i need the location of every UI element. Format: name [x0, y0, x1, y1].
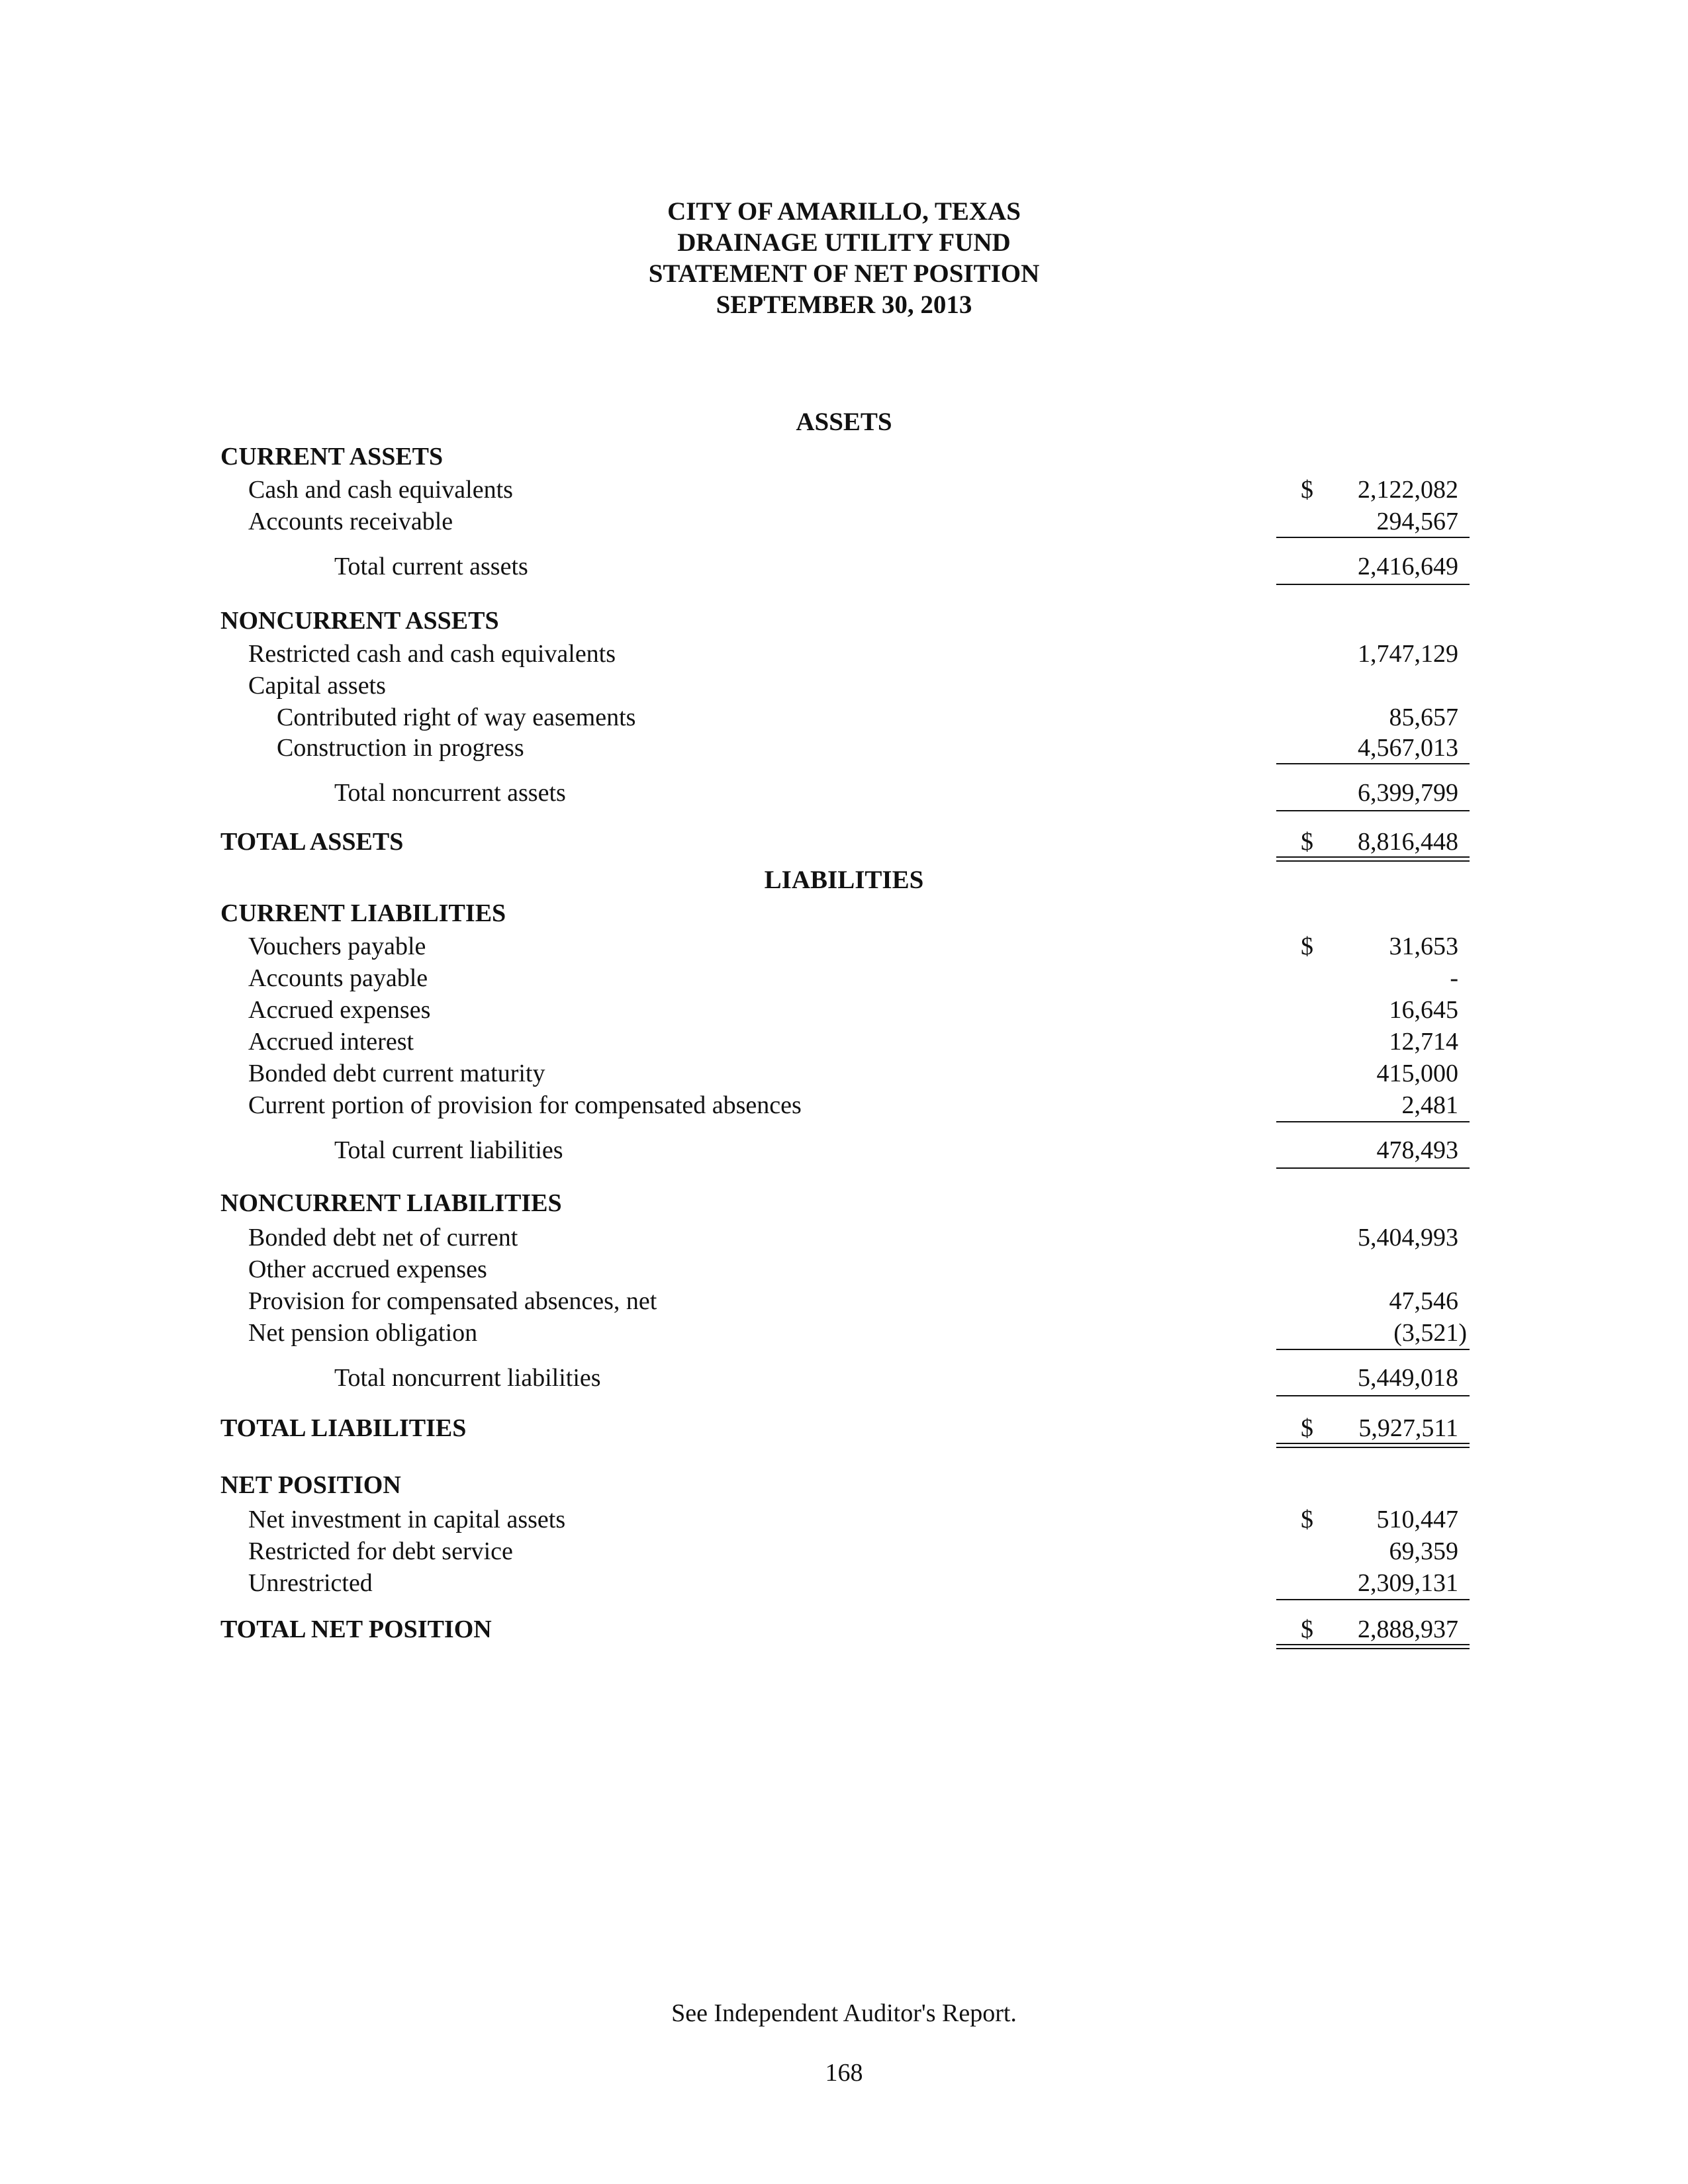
easements-value: 85,657	[1389, 704, 1458, 731]
comp-absences-net-label: Provision for compensated absences, net	[248, 1287, 657, 1315]
comp-absences-current-row	[220, 1089, 1470, 1121]
double-underline	[1276, 1644, 1470, 1649]
current-liabilities-heading: CURRENT LIABILITIES	[220, 899, 506, 927]
other-accrued-label: Other accrued expenses	[248, 1255, 487, 1283]
cash-currency: $	[1301, 476, 1313, 504]
receivable-row	[220, 506, 1470, 537]
unrestricted-value: 2,309,131	[1358, 1569, 1458, 1597]
total-net-position-value: 2,888,937	[1358, 1615, 1458, 1643]
total-assets-label: TOTAL ASSETS	[220, 828, 404, 856]
unrestricted-row	[220, 1567, 1470, 1599]
current-liabilities-row	[220, 897, 1470, 929]
auditor-note: See Independent Auditor's Report.	[671, 1999, 1017, 2027]
total-liabilities-label: TOTAL LIABILITIES	[220, 1414, 467, 1442]
cash-label: Cash and cash equivalents	[248, 476, 513, 504]
total-liabilities-row	[220, 1412, 1470, 1444]
accrued-interest-value: 12,714	[1389, 1028, 1458, 1056]
underline	[1276, 1395, 1470, 1396]
statement-date: SEPTEMBER 30, 2013	[716, 291, 972, 319]
bonded-current-value: 415,000	[1376, 1060, 1458, 1087]
easements-label: Contributed right of way easements	[277, 704, 636, 731]
total-current-liabilities-label: Total current liabilities	[334, 1136, 563, 1164]
vouchers-currency: $	[1301, 933, 1313, 960]
accounts-payable-label: Accounts payable	[248, 964, 428, 992]
receivable-label: Accounts receivable	[248, 508, 453, 535]
total-current-liabilities-row	[220, 1134, 1470, 1166]
accrued-expenses-value: 16,645	[1389, 996, 1458, 1024]
capital-investment-currency: $	[1301, 1506, 1313, 1533]
total-noncurrent-liabilities-value: 5,449,018	[1358, 1364, 1458, 1392]
bonded-net-row	[220, 1222, 1470, 1253]
total-net-position-row	[220, 1614, 1470, 1645]
capital-investment-row	[220, 1504, 1470, 1535]
noncurrent-liabilities-heading: NONCURRENT LIABILITIES	[220, 1189, 562, 1217]
net-position-row	[220, 1469, 1470, 1501]
other-accrued-row	[220, 1253, 1470, 1285]
capital-assets-row	[220, 670, 1470, 702]
pension-value: (3,521)	[1393, 1319, 1467, 1347]
easements-row	[220, 702, 1470, 733]
debt-service-label: Restricted for debt service	[248, 1537, 513, 1565]
noncurrent-liabilities-row	[220, 1187, 1470, 1219]
restricted-cash-label: Restricted cash and cash equivalents	[248, 640, 616, 668]
noncurrent-assets-heading: NONCURRENT ASSETS	[220, 607, 499, 635]
comp-absences-current-value: 2,481	[1401, 1091, 1458, 1119]
total-net-position-label: TOTAL NET POSITION	[220, 1615, 492, 1643]
comp-absences-net-value: 47,546	[1389, 1287, 1458, 1315]
underline	[1276, 810, 1470, 811]
vouchers-label: Vouchers payable	[248, 933, 426, 960]
total-current-assets-value: 2,416,649	[1358, 553, 1458, 580]
total-noncurrent-assets-label: Total noncurrent assets	[334, 779, 566, 807]
unrestricted-label: Unrestricted	[248, 1569, 373, 1597]
current-assets-row	[220, 441, 1470, 473]
underline	[1276, 1349, 1470, 1350]
current-assets-heading: CURRENT ASSETS	[220, 443, 444, 471]
bonded-net-label: Bonded debt net of current	[248, 1224, 518, 1251]
double-underline	[1276, 1443, 1470, 1448]
accrued-interest-label: Accrued interest	[248, 1028, 414, 1056]
statement-header	[0, 196, 1688, 320]
bonded-current-row	[220, 1058, 1470, 1089]
debt-service-value: 69,359	[1389, 1537, 1458, 1565]
double-underline	[1276, 856, 1470, 862]
cash-row	[220, 474, 1470, 506]
pension-row	[220, 1317, 1470, 1349]
underline	[1276, 1599, 1470, 1600]
statement-title: STATEMENT OF NET POSITION	[648, 259, 1040, 288]
total-noncurrent-liabilities-row	[220, 1362, 1470, 1394]
assets-section-title: ASSETS	[796, 408, 892, 436]
net-position-heading: NET POSITION	[220, 1471, 401, 1499]
total-assets-row	[220, 826, 1470, 858]
receivable-value: 294,567	[1376, 508, 1458, 535]
liabilities-section-title: LIABILITIES	[764, 866, 924, 894]
total-noncurrent-assets-row	[220, 777, 1470, 809]
underline	[1276, 537, 1470, 538]
bonded-net-value: 5,404,993	[1358, 1224, 1458, 1251]
underline	[1276, 584, 1470, 585]
total-current-assets-row	[220, 551, 1470, 582]
page-number: 168	[825, 2059, 863, 2087]
total-liabilities-value: 5,927,511	[1358, 1414, 1458, 1442]
total-assets-currency: $	[1301, 828, 1313, 856]
underline	[1276, 1121, 1470, 1122]
cash-value: 2,122,082	[1358, 476, 1458, 504]
accrued-interest-row	[220, 1026, 1470, 1058]
capital-investment-label: Net investment in capital assets	[248, 1506, 566, 1533]
capital-assets-label: Capital assets	[248, 672, 386, 700]
construction-label: Construction in progress	[277, 734, 524, 762]
capital-investment-value: 510,447	[1376, 1506, 1458, 1533]
total-assets-value: 8,816,448	[1358, 828, 1458, 856]
comp-absences-current-label: Current portion of provision for compensated absences	[248, 1091, 802, 1119]
accounts-payable-value: -	[1450, 964, 1458, 992]
entity-name: CITY OF AMARILLO, TEXAS	[667, 197, 1021, 226]
fund-name: DRAINAGE UTILITY FUND	[677, 228, 1011, 257]
restricted-cash-row	[220, 638, 1470, 670]
accrued-expenses-row	[220, 994, 1470, 1026]
construction-row	[220, 732, 1470, 764]
vouchers-row	[220, 931, 1470, 962]
total-liabilities-currency: $	[1301, 1414, 1313, 1442]
total-current-assets-label: Total current assets	[334, 553, 528, 580]
total-noncurrent-assets-value: 6,399,799	[1358, 779, 1458, 807]
underline	[1276, 763, 1470, 764]
accounts-payable-row	[220, 962, 1470, 994]
total-noncurrent-liabilities-label: Total noncurrent liabilities	[334, 1364, 601, 1392]
bonded-current-label: Bonded debt current maturity	[248, 1060, 545, 1087]
underline	[1276, 1167, 1470, 1169]
debt-service-row	[220, 1535, 1470, 1567]
accrued-expenses-label: Accrued expenses	[248, 996, 431, 1024]
vouchers-value: 31,653	[1389, 933, 1458, 960]
total-current-liabilities-value: 478,493	[1376, 1136, 1458, 1164]
noncurrent-assets-row	[220, 605, 1470, 637]
construction-value: 4,567,013	[1358, 734, 1458, 762]
total-net-position-currency: $	[1301, 1615, 1313, 1643]
pension-label: Net pension obligation	[248, 1319, 478, 1347]
restricted-cash-value: 1,747,129	[1358, 640, 1458, 668]
comp-absences-net-row	[220, 1285, 1470, 1317]
